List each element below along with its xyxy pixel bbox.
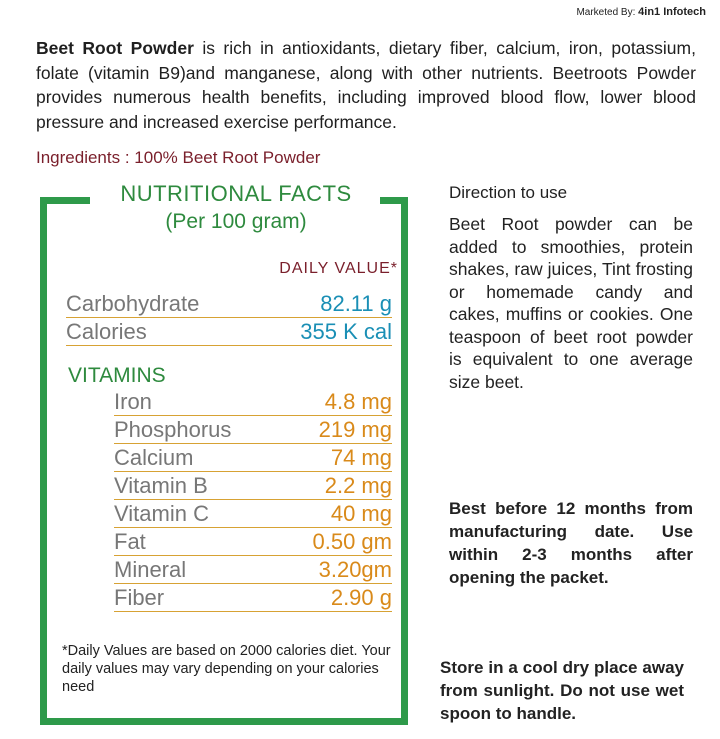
vitamin-row	[114, 444, 392, 472]
vitamin-row	[114, 584, 392, 612]
vitamin-name: Phosphorus	[114, 417, 232, 442]
directions-heading: Direction to use	[449, 183, 568, 202]
vitamin-row	[114, 500, 392, 528]
vitamin-row	[114, 472, 392, 500]
daily-value-footnote: *Daily Values are based on 2000 calories diet. Your daily values may vary depending on your calories need	[62, 643, 391, 695]
intro-paragraph	[36, 36, 696, 134]
vitamin-name: Vitamin B	[114, 473, 208, 498]
ingredients-line: Ingredients : 100% Beet Root Powder	[36, 148, 321, 167]
vitamin-name: Fat	[114, 529, 146, 554]
vitamin-name: Iron	[114, 389, 152, 414]
vitamin-row	[114, 416, 392, 444]
storage-note: Store in a cool dry place away from sunlight. Do not use wet spoon to handle.	[440, 658, 684, 723]
marketed-company: 4in1 Infotech	[638, 6, 706, 18]
nutrition-title: NUTRITIONAL FACTS	[120, 181, 352, 206]
vitamins-heading: VITAMINS	[68, 364, 166, 387]
nutrient-name: Calories	[66, 319, 147, 344]
nutrient-name: Carbohydrate	[66, 291, 200, 316]
vitamin-value: 2.90 g	[330, 585, 392, 610]
vitamin-name: Vitamin C	[114, 501, 209, 526]
vitamin-value: 4.8 mg	[324, 389, 392, 414]
vitamin-name: Calcium	[114, 445, 194, 470]
nutrient-value: 355 K cal	[300, 319, 392, 344]
vitamin-row	[114, 528, 392, 556]
nutrient-row	[66, 318, 392, 346]
nutrient-value: 82.11 g	[320, 291, 392, 316]
vitamin-value: 3.20gm	[318, 557, 392, 582]
vitamin-row	[114, 388, 392, 416]
intro-text: is rich in antioxidants, dietary fiber, calcium, iron, potassium, folate (vitamin B9)and manganese, along with other nutrients. Beetroots Powder provides numerous health benefits, including improved blood flow, lower blood pressure and increased exercise performance.	[36, 38, 696, 132]
vitamin-value: 40 mg	[330, 501, 392, 526]
vitamin-name: Fiber	[114, 585, 165, 610]
vitamin-value: 219 mg	[318, 417, 392, 442]
best-before-note: Best before 12 months from manufacturing date. Use within 2-3 months after opening the packet.	[449, 499, 693, 587]
nutrition-subtitle: (Per 100 gram)	[165, 210, 307, 233]
vitamin-name: Mineral	[114, 557, 187, 582]
vitamin-value: 74 mg	[330, 445, 392, 470]
vitamin-value: 0.50 gm	[312, 529, 392, 554]
vitamin-value: 2.2 mg	[324, 473, 392, 498]
product-name: Beet Root Powder	[36, 38, 194, 58]
directions-text: Beet Root powder can be added to smoothies, protein shakes, raw juices, Tint frosting or homemade candy and cakes, muffins or cookies. One teaspoon of beet root powder is equivalent to one average size beet.	[449, 214, 693, 392]
nutrient-row	[66, 290, 392, 318]
vitamin-row	[114, 556, 392, 584]
marketed-label: Marketed By:	[576, 7, 636, 18]
daily-value-label: DAILY VALUE*	[279, 260, 398, 277]
marketed-by	[576, 6, 706, 18]
